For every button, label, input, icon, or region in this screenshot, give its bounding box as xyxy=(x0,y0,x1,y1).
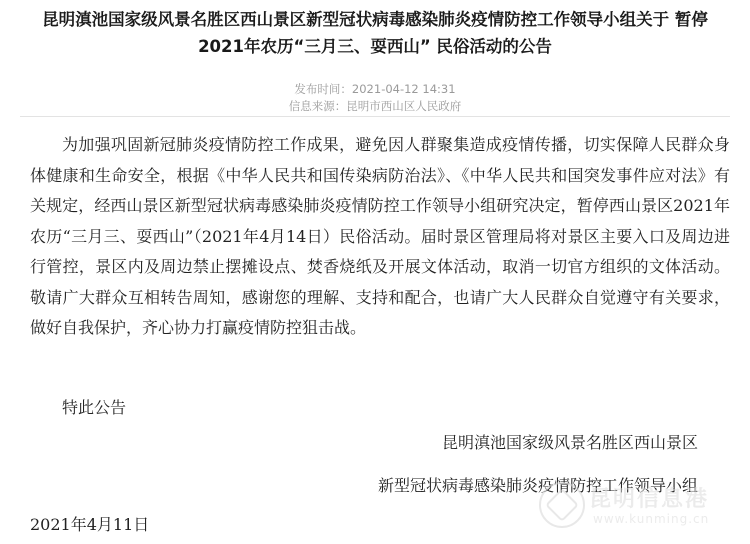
watermark xyxy=(539,476,744,534)
watermark-url: www.kunming.cn xyxy=(593,512,710,526)
notice-title-line-2: 2021年农历“三月三、耍西山” 民俗活动的公告 xyxy=(198,37,552,56)
info-source: 信息来源：昆明市西山区人民政府 xyxy=(288,99,462,113)
notice-date: 2021年4月11日 xyxy=(30,515,150,534)
signature-line-2: 新型冠状病毒感染肺炎疫情防控工作领导小组 xyxy=(377,476,698,495)
publish-date: 发布时间：2021-04-12 14:31 xyxy=(294,82,456,96)
watermark-name: 昆明信息港 xyxy=(589,487,710,512)
closing-phrase: 特此公告 xyxy=(62,398,127,417)
kunming-info-port-logo-icon xyxy=(539,482,585,528)
notice-title xyxy=(0,6,750,60)
notice-body: 为加强巩固新冠肺炎疫情防控工作成果，避免因人群聚集造成疫情传播，切实保障人民群众身体健康和生命安全，根据《中华人民共和国传染病防治法》、《中华人民共和国突发事件应对法》有关规定，经西山景区新型冠状病毒感染肺炎疫情防控工作领导小组研究决定，暂停西山景区2021年农历“三月三、耍西山”（2021年4月14日）民俗活动。届时景区管理局将对景区主要入口及周边进行管控，景区内及周边禁止摆摊设点、焚香烧纸及开展文体活动，取消一切官方组织的文体活动。敬请广大群众互相转告周知，感谢您的理解、支持和配合，也请广大人民群众自觉遵守有关要求，做好自我保护，齐心协力打赢疫情防控狙击战。 xyxy=(30,135,730,337)
signature-line-1: 昆明滇池国家级风景名胜区西山景区 xyxy=(441,433,698,452)
notice-title-line-1: 昆明滇池国家级风景名胜区西山景区新型冠状病毒感染肺炎疫情防控工作领导小组关于 暂停 xyxy=(42,10,708,29)
header-divider xyxy=(20,116,730,117)
